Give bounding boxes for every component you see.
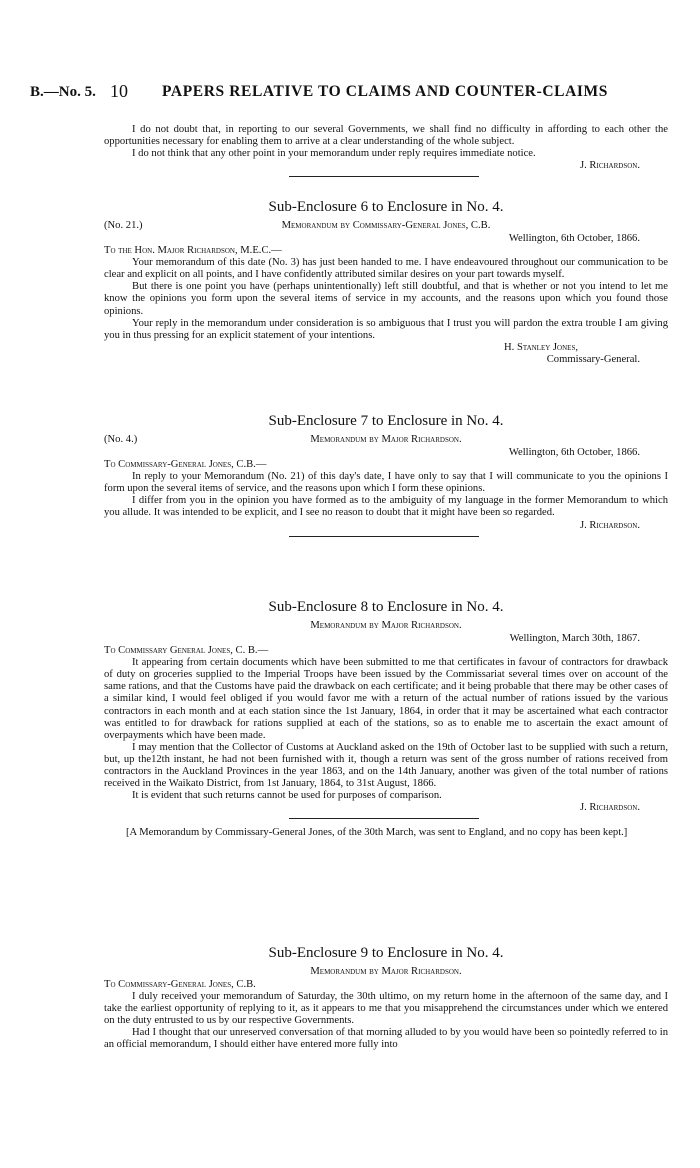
- addressee: To the Hon. Major Richardson, M.E.C.—: [104, 245, 282, 257]
- memo-title: Memorandum by Major Richardson.: [310, 620, 462, 631]
- page-number: 10: [110, 81, 128, 101]
- paragraph: It appearing from certain documents which have been submitted to me that certificates in favour of contractors for drawback of duty on groceries supplied to the Imperial Troops have been issued by the Commissariat several times over on account of the same rations, and that the Customs have paid the drawback on each certificate; and it being probable that there may be other cases of a similar kind, I would feel obliged if you would favor me with a return of the actual number of rations issued by the various contractors in each month and at each station since the 1st January, 1864, in order that it may be ascertained what each contractor was entitled to for drawback for rations supplied at each of the stations, so as to enable me to ascertain the exact amount of overpayments which have been made.: [104, 657, 668, 741]
- paragraph: But there is one point you have (perhaps unintentionally) left still doubtful, and that is whether or not you intend to let me know the opinions you form upon the several items of service in my accounts, and the reasons upon which you found those opinions.: [104, 281, 668, 317]
- paragraph: Your memorandum of this date (No. 3) has just been handed to me. I have endeavoured throughout our communication to be clear and explicit on all points, and I have confidently attributed similar desires on your part towards myself.: [104, 257, 668, 281]
- addressee: To Commissary-General Jones, C.B.: [104, 979, 256, 990]
- section-heading: Sub-Enclosure 7 to Enclosure in No. 4.: [268, 413, 504, 429]
- paragraph: I differ from you in the opinion you have formed as to the ambiguity of my language in the former Memorandum to which you allude. It was intended to be explicit, and I see no reason to doubt that it might have been so regarded.: [104, 495, 668, 519]
- page-header: [30, 81, 670, 108]
- sub-enclosure-9: [104, 942, 668, 1052]
- section-heading: Sub-Enclosure 8 to Enclosure in No. 4.: [268, 599, 504, 615]
- memo-line: [104, 220, 668, 233]
- section-divider: [289, 176, 479, 177]
- sub-enclosure-7: [104, 410, 668, 541]
- section-divider: [289, 536, 479, 537]
- memo-title: Memorandum by Major Richardson.: [310, 966, 462, 977]
- signature: J. Richardson.: [580, 519, 640, 531]
- paragraph: I may mention that the Collector of Customs at Auckland asked on the 19th of October last to be supplied with such a return, but, up the12th instant, he had not been furnished with it, though a return was sent of the gross number of rations received from contractors in the Auckland Provinces in the year 1863, and on the 14th January, another was given of the total number of rations received in the Waikato District, from 1st January, 1864, to 31st August, 1866.: [104, 741, 668, 790]
- memo-line: [104, 620, 668, 633]
- paragraph: It is evident that such returns cannot be used for purposes of comparison.: [132, 790, 442, 802]
- dateline: Wellington, 6th October, 1866.: [508, 233, 640, 244]
- section-divider: [289, 818, 479, 819]
- addressee: To Commissary-General Jones, C.B.—: [104, 459, 267, 471]
- signature: J. Richardson.: [580, 802, 640, 814]
- memo-line: [104, 434, 668, 447]
- signature-name: H. Stanley Jones,: [504, 341, 578, 353]
- section-heading: Sub-Enclosure 6 to Enclosure in No. 4.: [268, 199, 504, 215]
- paragraph: I duly received your memorandum of Saturday, the 30th ultimo, on my return home in the afternoon of the same day, and I take the earliest opportunity of replying to it, as it appears to me that you misapprehend the circumstances under which we entered on the duty entrusted to us by our respective Governments.: [104, 991, 668, 1027]
- memo-title: Memorandum by Commissary-General Jones, C.B.: [281, 220, 491, 231]
- paragraph: I do not think that any other point in your memorandum under reply requires immediate notice.: [132, 148, 536, 160]
- section-heading: Sub-Enclosure 9 to Enclosure in No. 4.: [268, 945, 504, 961]
- sub-enclosure-8: [104, 596, 668, 840]
- intro-section: [104, 124, 668, 181]
- running-title: PAPERS RELATIVE TO CLAIMS AND COUNTER-CLAIMS: [162, 83, 608, 100]
- document-reference: B.—No. 5.: [30, 84, 96, 100]
- memo-line: [104, 966, 668, 979]
- signature: J. Richardson.: [580, 160, 640, 172]
- paragraph: Your reply in the memorandum under consideration is so ambiguous that I trust you will pardon the extra trouble I am giving you in thus pressing for an explicit statement of your intentions.: [104, 317, 668, 341]
- sub-enclosure-6: [104, 196, 668, 366]
- bracket-note: [A Memorandum by Commissary-General Jones, of the 30th March, was sent to England, and no copy has been kept.]: [126, 827, 628, 839]
- signature-title: Commissary-General.: [546, 353, 640, 365]
- memo-number: (No. 21.): [104, 220, 143, 231]
- memo-title: Memorandum by Major Richardson.: [310, 434, 462, 445]
- dateline: Wellington, 6th October, 1866.: [508, 447, 640, 458]
- addressee: To Commissary General Jones, C. B.—: [104, 645, 269, 657]
- memo-number: (No. 4.): [104, 434, 138, 445]
- dateline: Wellington, March 30th, 1867.: [509, 633, 640, 644]
- paragraph: Had I thought that our unreserved conversation of that morning alluded to by you would have been so pointedly referred to in an official memorandum, I should either have entered more fully into: [104, 1027, 668, 1051]
- paragraph: In reply to your Memorandum (No. 21) of this day's date, I have only to say that I will communicate to you the opinions I form upon the several items of service, and the reasons upon which I form these opinions.: [104, 471, 668, 495]
- paragraph: I do not doubt that, in reporting to our several Governments, we shall find no difficulty in affording to each other the opportunities necessary for enabling them to arrive at a clear understanding of the whole subject.: [104, 124, 668, 148]
